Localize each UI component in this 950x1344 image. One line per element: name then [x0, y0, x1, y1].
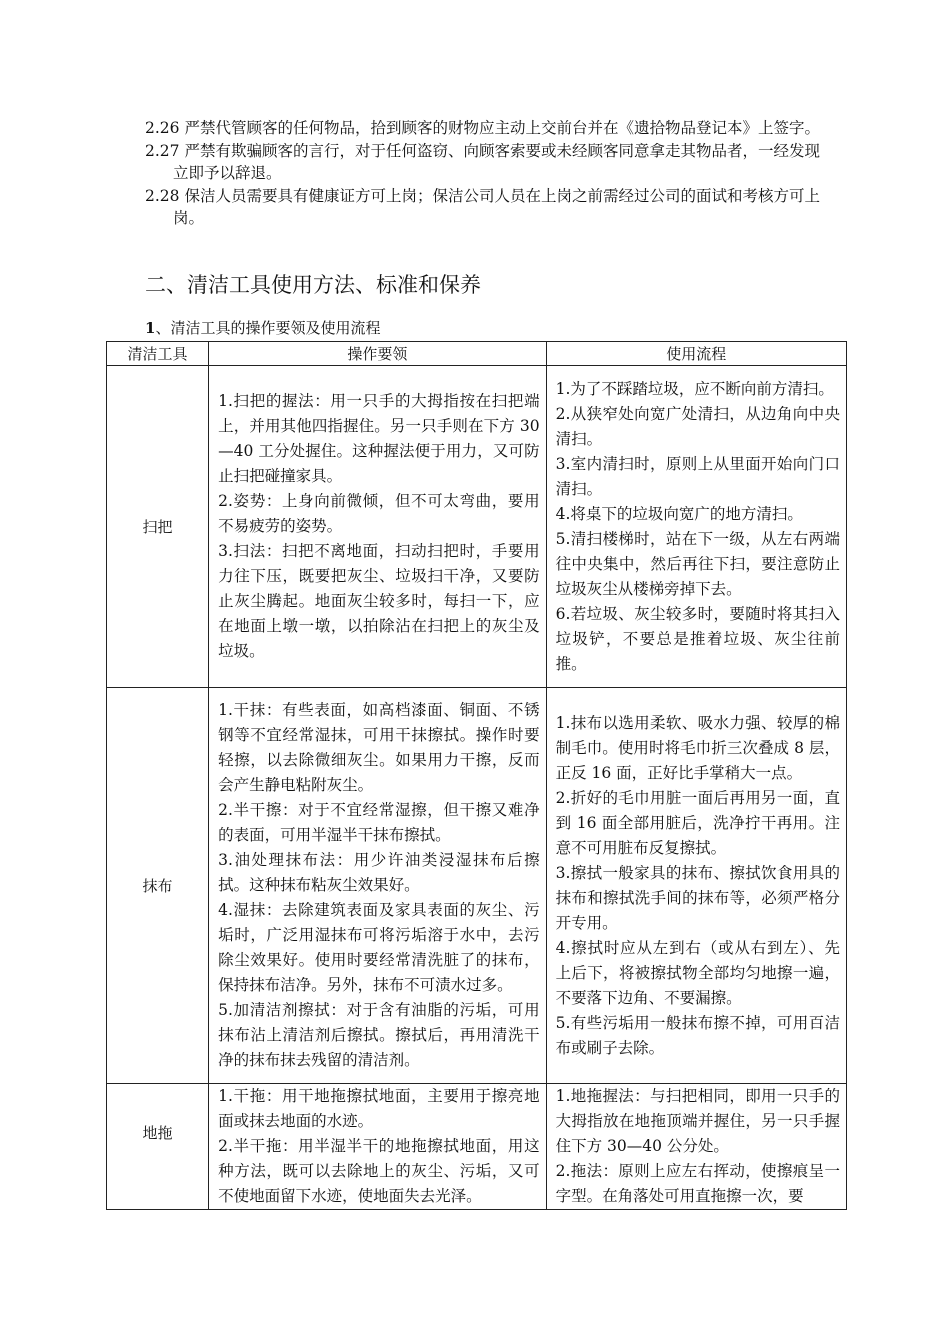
rule-item: 2.28 保洁人员需要具有健康证方可上岗；保洁公司人员在上岗之前需经过公司的面试和考核方可上岗。 — [145, 186, 820, 227]
method-item: 1.扫把的握法：用一只手的大拇指按在扫把端上，并用其他四指握住。另一只手则在下方 30—40 工分处握住。这种握法便于用力，又可防止扫把碰撞家具。 — [218, 392, 540, 485]
process-item: 2.折好的毛巾用脏一面后再用另一面，直到 16 面全部用脏后，洗净拧干再用。注意不可用脏布反复擦拭。 — [555, 788, 840, 857]
tool-name: 抹布 — [107, 688, 209, 1084]
method-item: 3.油处理抹布法：用少许油类浸湿抹布后擦拭。这种抹布粘灰尘效果好。 — [218, 851, 540, 894]
subsection-text: 、清洁工具的操作要领及使用流程 — [155, 319, 381, 337]
rule-item: 2.26 严禁代管顾客的任何物品，拾到顾客的财物应主动上交前台并在《遗拾物品登记本》上签字。 — [145, 119, 820, 137]
process-item: 2.拖法：原则上应左右挥动，使擦痕呈一字型。在角落处可用直拖擦一次，要 — [555, 1162, 840, 1205]
method-cell — [209, 366, 546, 688]
method-item: 1.干抹：有些表面，如高档漆面、铜面、不锈钢等不宜经常湿抹，可用干抹擦拭。操作时要轻擦，以去除微细灰尘。如果用力干擦，反而会产生静电粘附灰尘。 — [218, 701, 540, 794]
tool-name: 扫把 — [107, 366, 209, 688]
process-item: 1.为了不踩踏垃圾，应不断向前方清扫。 — [555, 379, 834, 398]
method-item: 1.干拖：用干地拖擦拭地面，主要用于擦亮地面或抹去地面的水迹。 — [218, 1087, 540, 1130]
header-tool: 清洁工具 — [107, 342, 209, 366]
header-process: 使用流程 — [546, 342, 846, 366]
rule-item: 2.27 严禁有欺骗顾客的言行，对于任何盗窃、向顾客索要或未经顾客同意拿走其物品者，一经发现立即予以辞退。 — [145, 141, 820, 182]
method-item: 3.扫法：扫把不离地面，扫动扫把时，手要用力往下压，既要把灰尘、垃圾扫干净，又要防止灰尘腾起。地面灰尘较多时，每扫一下，应在地面上墩一墩，以拍除沾在扫把上的灰尘及垃圾。 — [218, 542, 540, 660]
method-item: 5.加清洁剂擦拭：对于含有油脂的污垢，可用抹布沾上清洁剂后擦拭。擦拭后，再用清洗干净的抹布抹去残留的清洁剂。 — [218, 1001, 540, 1069]
method-item: 4.湿抹：去除建筑表面及家具表面的灰尘、污垢时，广泛用湿抹布可将污垢溶于水中，去污除尘效果好。使用时要经常清洗脏了的抹布，保持抹布洁净。另外，抹布不可渍水过多。 — [218, 901, 540, 994]
process-cell — [546, 366, 846, 688]
table-row — [107, 366, 847, 688]
table-row — [107, 688, 847, 1084]
process-item: 3.室内清扫时，原则上从里面开始向门口清扫。 — [555, 454, 840, 498]
header-method: 操作要领 — [209, 342, 546, 366]
method-item: 2.半干拖：用半湿半干的地拖擦拭地面，用这种方法，既可以去除地上的灰尘、污垢，又可不使地面留下水迹，使地面失去光泽。 — [218, 1137, 540, 1205]
process-item: 1.地拖握法：与扫把相同，即用一只手的大拇指放在地拖顶端并握住，另一只手握住下方 30—40 公分处。 — [555, 1087, 840, 1155]
table-row — [107, 1084, 847, 1210]
process-cell — [546, 1084, 846, 1210]
subsection-title — [145, 317, 380, 339]
process-item: 6.若垃圾、灰尘较多时，要随时将其扫入垃圾铲，不要总是推着垃圾、灰尘往前推。 — [555, 604, 840, 673]
section-title: 二、清洁工具使用方法、标准和保养 — [145, 273, 481, 297]
subsection-number: 1 — [145, 319, 156, 337]
process-item: 5.清扫楼梯时，站在下一级，从左右两端往中央集中，然后再往下扫，要注意防止垃圾灰尘从楼梯旁掉下去。 — [555, 529, 840, 598]
rules-list — [145, 117, 825, 230]
table-header-row — [107, 342, 847, 366]
process-item: 1.抹布以选用柔软、吸水力强、较厚的棉制毛巾。使用时将毛巾折三次叠成 8 层，正反 16 面，正好比手掌稍大一点。 — [555, 713, 840, 782]
method-cell — [209, 1084, 546, 1210]
method-cell — [209, 688, 546, 1084]
process-item: 4.将桌下的垃圾向宽广的地方清扫。 — [555, 504, 803, 523]
process-cell — [546, 688, 846, 1084]
process-item: 4.擦拭时应从左到右（或从右到左）、先上后下，将被擦拭物全部均匀地擦一遍，不要落下边角、不要漏擦。 — [555, 938, 840, 1007]
method-item: 2.姿势：上身向前微倾，但不可太弯曲，要用不易疲劳的姿势。 — [218, 492, 540, 535]
process-item: 2.从狭窄处向宽广处清扫，从边角向中央清扫。 — [555, 404, 840, 448]
cleaning-tools-table — [106, 341, 847, 1210]
tool-name: 地拖 — [107, 1084, 209, 1210]
process-item: 3.擦拭一般家具的抹布、擦拭饮食用具的抹布和擦拭洗手间的抹布等，必须严格分开专用。 — [555, 863, 840, 932]
method-item: 2.半干擦：对于不宜经常湿擦，但干擦又难净的表面，可用半湿半干抹布擦拭。 — [218, 801, 540, 844]
process-item: 5.有些污垢用一般抹布擦不掉，可用百洁布或刷子去除。 — [555, 1013, 840, 1057]
